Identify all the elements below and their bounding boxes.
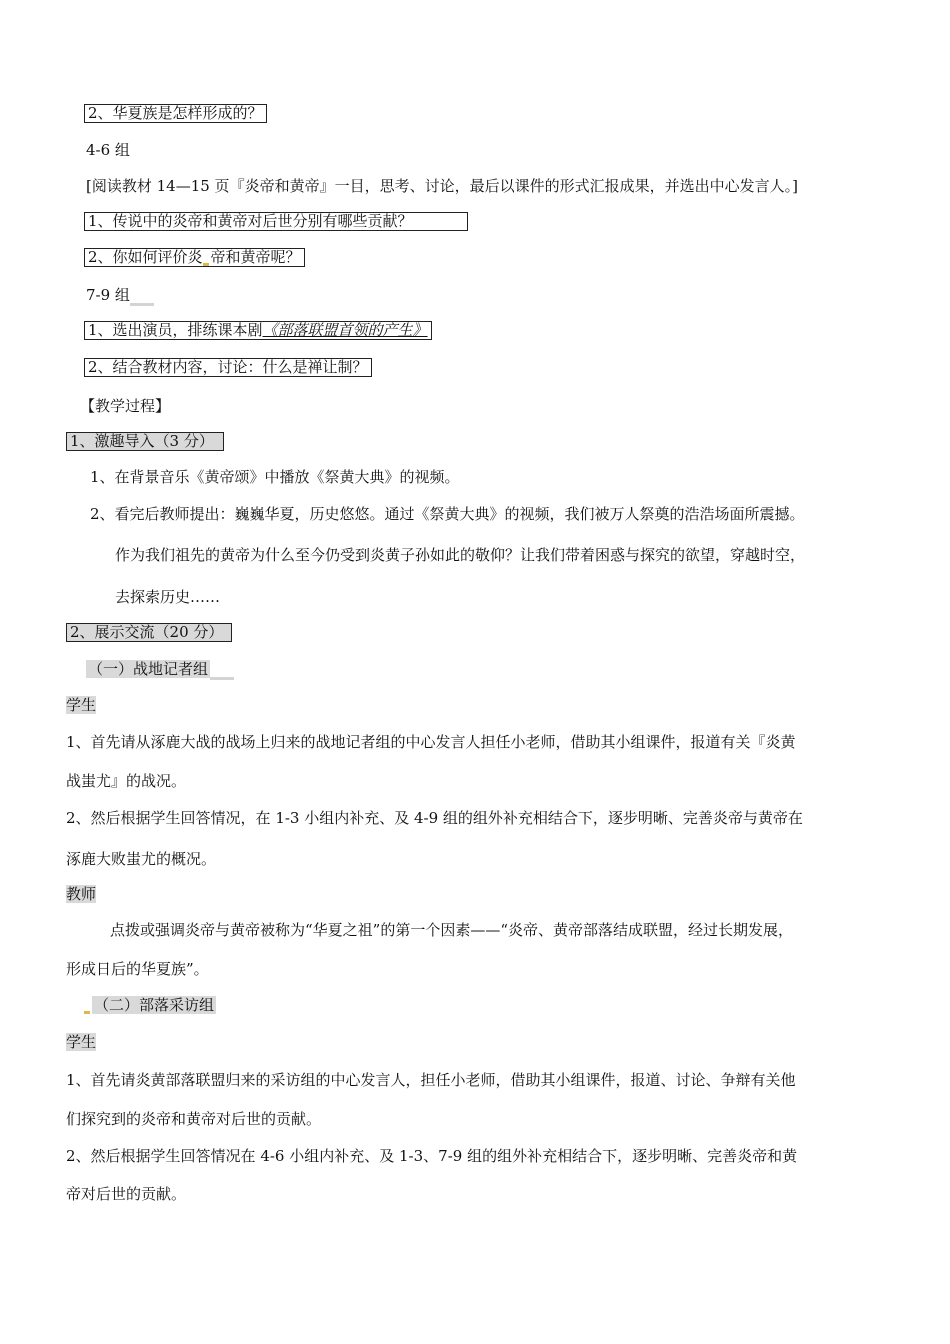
student-label-text: 学生	[66, 696, 97, 714]
step-2-label: 2、展示交流（20 分）	[66, 623, 232, 642]
section-1-item-2-continued: 涿鹿大败蚩尤的概况。	[66, 850, 217, 868]
group-heading-7-9-text: 7-9 组	[86, 286, 130, 304]
boxed-question	[84, 248, 305, 267]
edit-mark-icon	[84, 1011, 90, 1014]
step-1-item-1: 1、在背景音乐《黄帝颂》中播放《祭黄大典》的视频。	[90, 468, 460, 486]
edit-mark-icon	[203, 263, 209, 266]
section-1-item-1: 1、首先请从涿鹿大战的战场上归来的战地记者组的中心发言人担任小老师，借助其小组课件，报道有关『炎黄	[66, 733, 796, 751]
question-evaluate-part1: 2、你如何评价炎	[88, 248, 203, 266]
group-heading-4-6: 4-6 组	[86, 141, 130, 159]
task-rehearse-play	[84, 320, 432, 340]
teaching-process-heading: 【教学过程】	[80, 397, 171, 415]
boxed-task	[84, 321, 432, 340]
question-evaluate	[84, 247, 305, 267]
section-2-heading	[84, 995, 216, 1015]
section-2-item-1-continued: 们探究到的炎帝和黄帝对后世的贡献。	[66, 1110, 322, 1128]
section-2-label: （二）部落采访组	[94, 996, 215, 1014]
student-label-text: 学生	[66, 1033, 97, 1051]
play-title: 《部落联盟首领的产生》	[262, 321, 428, 339]
step-1-item-2-continued: 作为我们祖先的黄帝为什么至今仍受到炎黄子孙如此的敬仰？让我们带着困惑与探究的欲望，穿越时空，	[115, 546, 806, 564]
student-label	[66, 695, 96, 715]
teacher-text-continued: 形成日后的华夏族”。	[66, 960, 209, 978]
step-1-item-2: 2、看完后教师提出：巍巍华夏，历史悠悠。通过《祭黄大典》的视频，我们被万人祭奠的浩浩场面所震撼。	[90, 505, 805, 523]
section-1-heading	[86, 659, 234, 680]
question-contribution	[84, 211, 468, 231]
section-2-item-1: 1、首先请炎黄部落联盟归来的采访组的中心发言人，担任小老师，借助其小组课件，报道、讨论、争辩有关他	[66, 1071, 796, 1089]
question-huaxia-formation	[84, 103, 267, 123]
shading-mark	[210, 677, 234, 680]
section-2-item-2-continued: 帝对后世的贡献。	[66, 1185, 187, 1203]
section-1-item-2: 2、然后根据学生回答情况，在 1-3 小组内补充、及 4-9 组的组外补充相结合下，逐步明晰、完善炎帝与黄帝在	[66, 809, 803, 827]
group-heading-7-9	[86, 285, 154, 306]
boxed-question: 2、华夏族是怎样形成的？	[84, 104, 267, 123]
shading-mark	[130, 303, 154, 306]
question-evaluate-part2: 帝和黄帝呢？	[210, 248, 301, 266]
step-2-heading	[66, 622, 232, 642]
section-1-item-1-continued: 战蚩尤』的战况。	[66, 772, 187, 790]
boxed-question: 1、传说中的炎帝和黄帝对后世分别有哪些贡献？	[84, 212, 468, 231]
teacher-label	[66, 884, 96, 904]
boxed-task: 2、结合教材内容，讨论：什么是禅让制？	[84, 358, 372, 377]
reading-instruction: [阅读教材 14—15 页『炎帝和黄帝』一目，思考、讨论，最后以课件的形式汇报成果，并选出中心发言人。]	[86, 177, 798, 195]
step-1-heading	[66, 431, 224, 451]
step-1-item-2-end: 去探索历史……	[115, 588, 221, 606]
task-discuss-abdication	[84, 357, 372, 377]
task-rehearse-text: 1、选出演员，排练课本剧	[88, 321, 263, 339]
section-1-label: （一）战地记者组	[88, 660, 209, 678]
teacher-label-text: 教师	[66, 885, 97, 903]
teacher-text: 点拨或强调炎帝与黄帝被称为“华夏之祖”的第一个因素——“炎帝、黄帝部落结成联盟，经过长期发展，	[110, 921, 794, 939]
student-label	[66, 1032, 96, 1052]
section-2-item-2: 2、然后根据学生回答情况在 4-6 小组内补充、及 1-3、7-9 组的组外补充相结合下，逐步明晰、完善炎帝和黄	[66, 1147, 798, 1165]
step-1-label: 1、激趣导入（3 分）	[66, 432, 224, 451]
